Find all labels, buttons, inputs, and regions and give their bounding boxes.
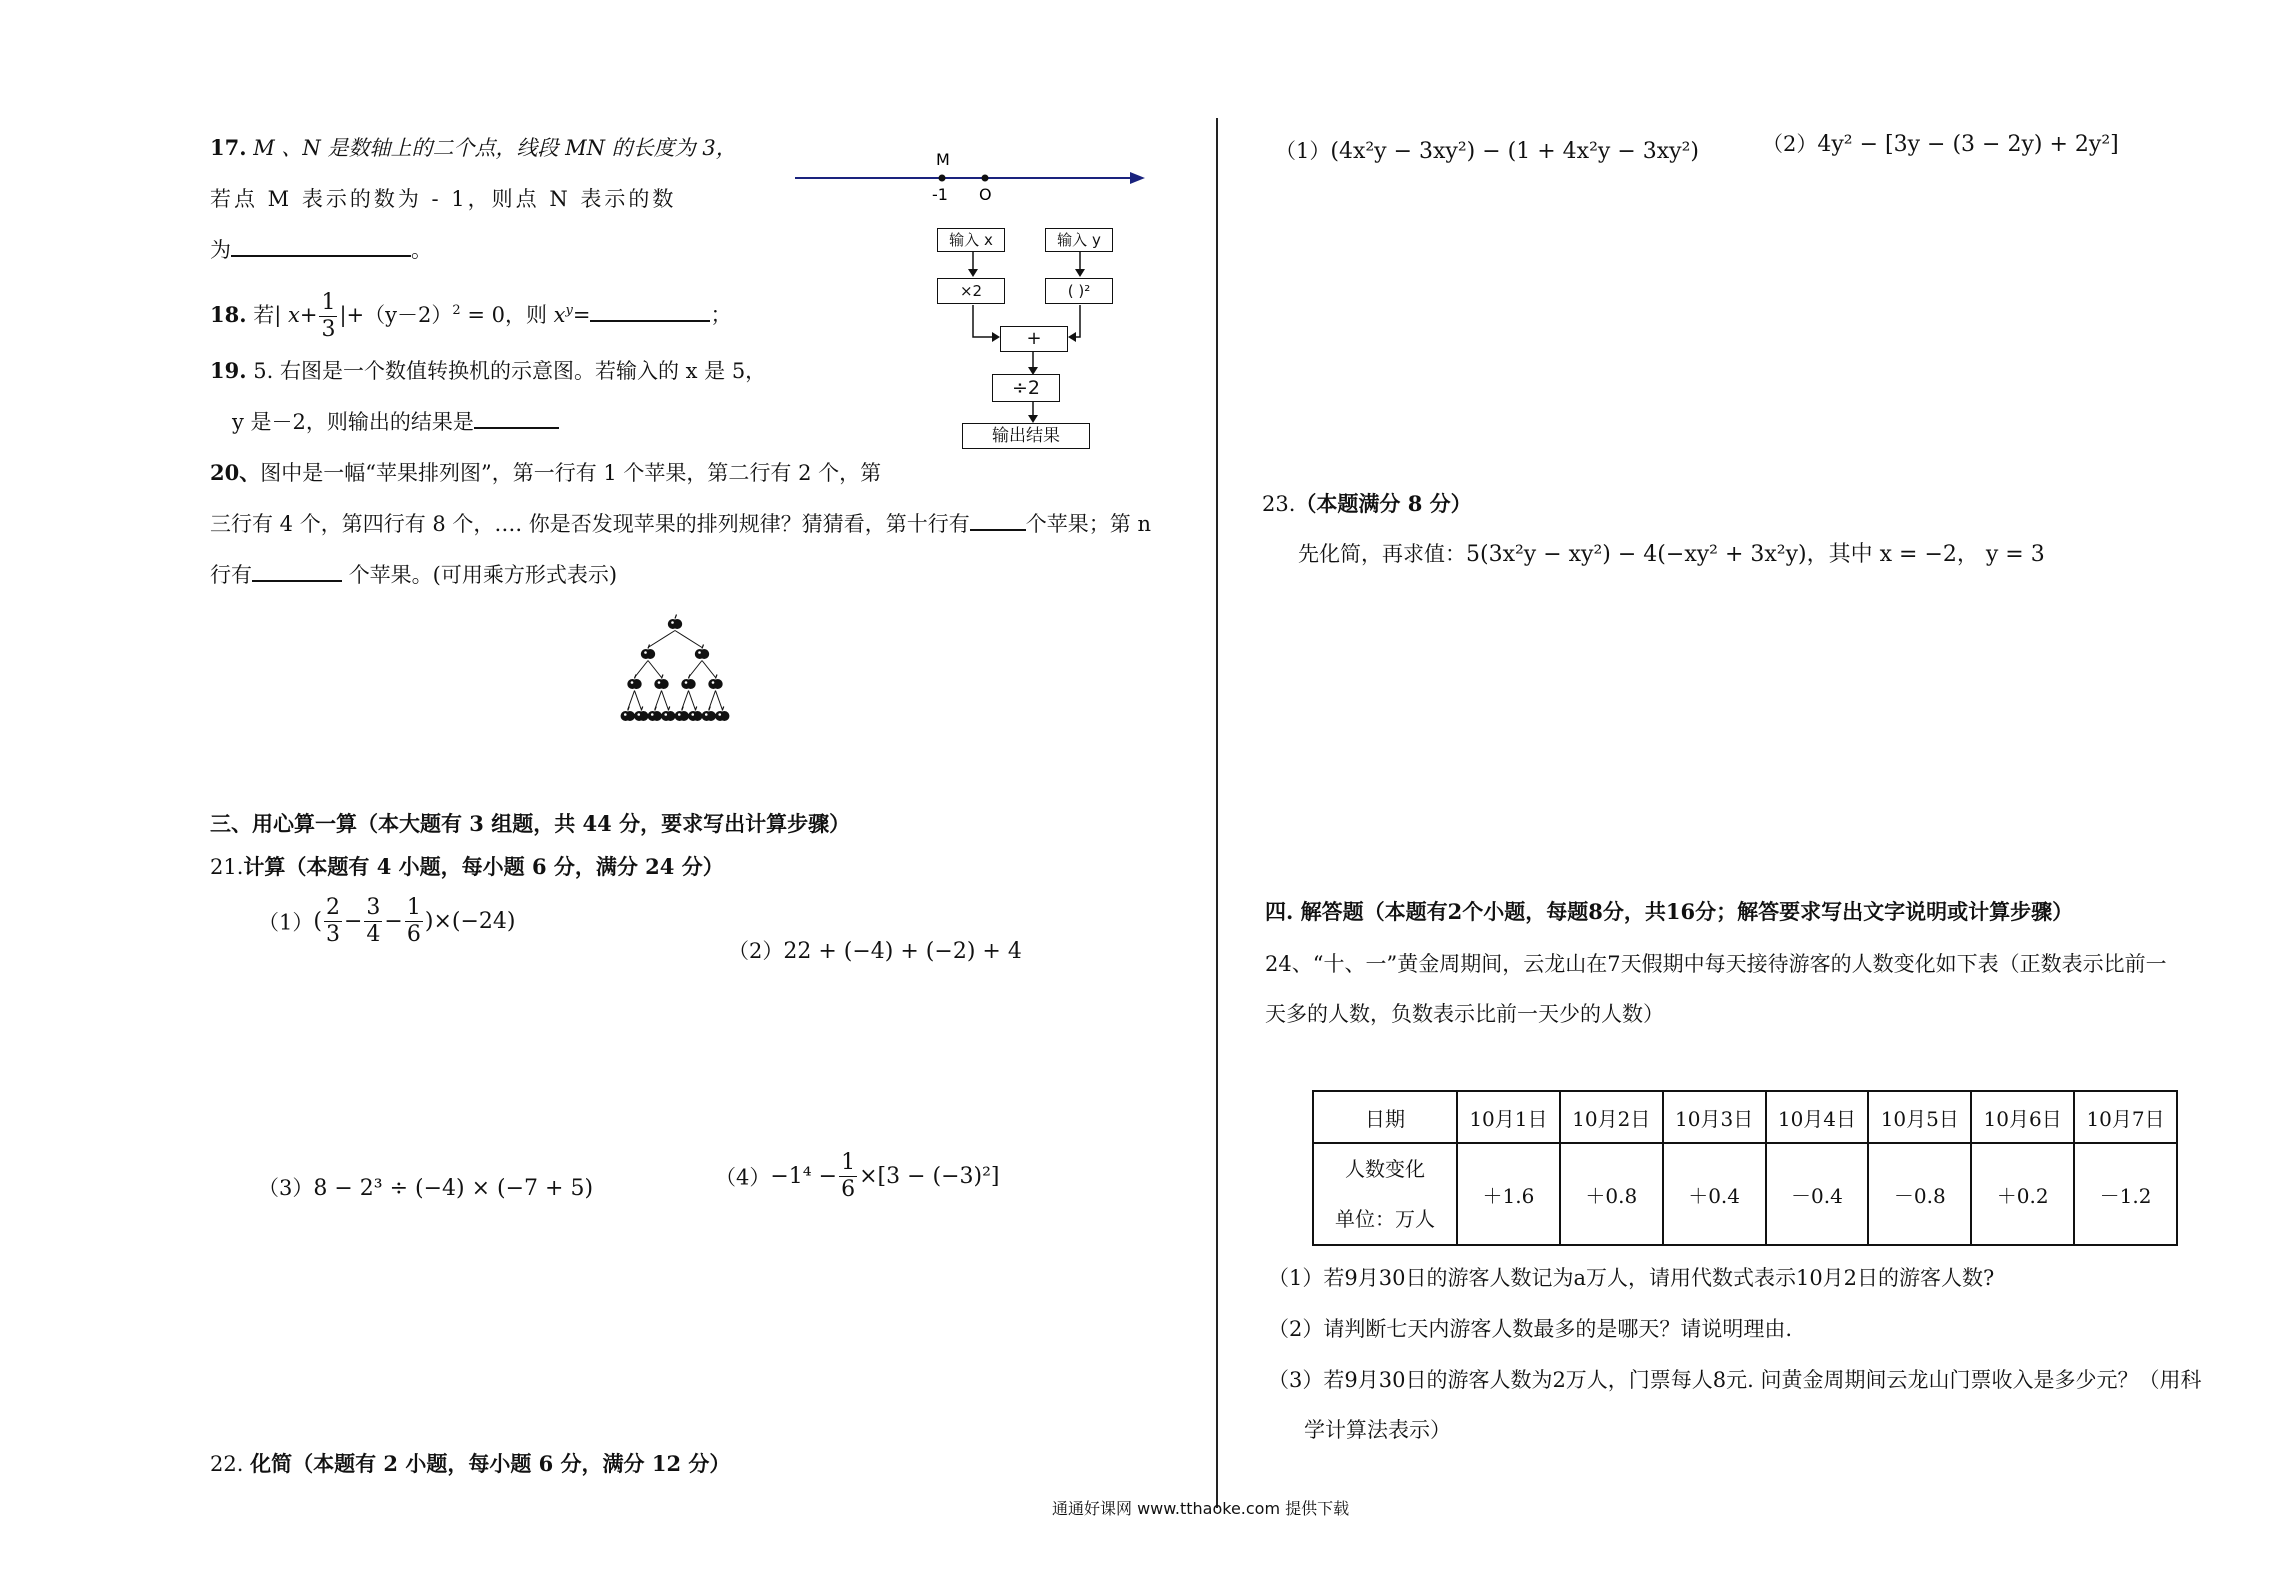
table-row-values <box>1313 1143 2177 1245</box>
apple-pyramid-figure <box>600 612 750 732</box>
q18-prefix: 若| <box>253 303 282 327</box>
q20-answer-blank-1[interactable] <box>970 528 1026 531</box>
q18-sup-y: y <box>565 303 573 318</box>
apple-icon <box>627 675 641 690</box>
apple-branch <box>716 691 723 710</box>
q21-p1-frac2-num: 3 <box>366 895 381 920</box>
q20-text-3a: 行有 <box>210 563 252 587</box>
table-date-2: 10月2日 <box>1560 1091 1663 1143</box>
q24-line1 <box>1265 948 2167 978</box>
apple-icon <box>681 675 695 690</box>
q20-line1 <box>210 457 881 487</box>
table-date-3: 10月3日 <box>1663 1091 1766 1143</box>
q21-p3-label: （3） <box>258 1176 314 1200</box>
q21-p2-expr: 22 + (−4) + (−2) + 4 <box>783 939 1022 964</box>
machine-input-y: 输入 y <box>1045 228 1113 252</box>
apple-branch <box>689 691 696 710</box>
q23-number: 23. <box>1262 492 1296 516</box>
q19-answer-blank[interactable] <box>474 426 559 429</box>
apple-branch <box>648 661 662 678</box>
q23-prefix: 先化简，再求值： <box>1298 542 1466 566</box>
q18-answer-blank[interactable] <box>590 319 710 322</box>
axis-label-m: M <box>936 150 950 169</box>
q21-p1-frac3-den: 6 <box>406 922 421 947</box>
q19-text-1: 5. 右图是一个数值转换机的示意图。若输入的 x 是 5， <box>253 359 767 383</box>
q22-title: 化简（本题有 2 小题，每小题 6 分，满分 12 分） <box>250 1451 731 1476</box>
q20-answer-blank-2[interactable] <box>252 579 342 582</box>
machine-square: ( )² <box>1045 278 1113 304</box>
table-header-label: 日期 <box>1313 1091 1457 1143</box>
q21-p1-frac2 <box>364 895 382 948</box>
q19-line2 <box>232 406 559 436</box>
q21-p1-frac3-num: 1 <box>406 895 421 920</box>
apple-icon <box>641 645 655 660</box>
apple-branch <box>648 631 675 648</box>
q21-p3-expr: 8 − 2³ ÷ (−4) × (−7 + 5) <box>313 1176 594 1201</box>
q24-number: 24、 <box>1265 952 1313 976</box>
apple-branch <box>689 661 703 678</box>
q21-p4-frac-num: 1 <box>841 1150 856 1175</box>
q18-number: 18. <box>210 302 247 327</box>
q22-p2-label: （2） <box>1762 132 1818 156</box>
q24-line2: 天多的人数，负数表示比前一天少的人数） <box>1265 1002 1664 1026</box>
q22-title-line <box>210 1448 730 1478</box>
table-value-6: ＋0.2 <box>1971 1143 2074 1245</box>
machine-input-x: 输入 x <box>937 228 1005 252</box>
q18-middle: |+（y－2） <box>339 303 453 327</box>
q18-x: x+ <box>288 303 318 327</box>
q21-part2 <box>728 935 1022 965</box>
table-value-7: －1.2 <box>2074 1143 2177 1245</box>
section4-heading: 四. 解答题（本题有2个小题，每题8分，共16分；解答要求写出文字说明或计算步骤） <box>1265 899 2074 924</box>
column-divider <box>1216 118 1218 1508</box>
q21-p1-tail: ×(−24) <box>433 909 516 934</box>
table-value-5: －0.8 <box>1868 1143 1971 1245</box>
q24-text-1: “十、一”黄金周期间，云龙山在7天假期中每天接待游客的人数变化如下表（正数表示比前一 <box>1312 952 2167 976</box>
q21-p1-frac2-den: 4 <box>366 922 381 947</box>
q20-text-1: 图中是一幅“苹果排列图”，第一行有 1 个苹果，第二行有 2 个，第 <box>260 461 882 485</box>
q21-p1-frac3 <box>405 895 423 948</box>
q20-number: 20、 <box>210 460 261 485</box>
q21-part4 <box>715 1150 1000 1203</box>
apple-branch <box>662 691 669 710</box>
q17-line1 <box>210 132 737 162</box>
table-date-1: 10月1日 <box>1457 1091 1560 1143</box>
q19-text-2: y 是－2，则输出的结果是 <box>232 410 474 434</box>
q23-body <box>1298 537 2045 568</box>
q18-fraction <box>319 290 337 343</box>
q21-p1-frac1-den: 3 <box>325 922 340 947</box>
table-value-2: ＋0.8 <box>1560 1143 1663 1245</box>
axis-label-neg1: -1 <box>932 185 948 204</box>
section3-heading: 三、用心算一算（本大题有 3 组题，共 44 分，要求写出计算步骤） <box>210 811 851 836</box>
q21-p4-head: −1⁴ − <box>770 1164 838 1189</box>
machine-plus: + <box>1000 326 1068 352</box>
q23-condition: ，其中 x = −2， y = 3 <box>1806 542 2045 567</box>
machine-output: 输出结果 <box>962 423 1090 449</box>
table-value-4: －0.4 <box>1766 1143 1869 1245</box>
q18-frac-num: 1 <box>321 290 336 315</box>
apple-branch <box>702 661 716 678</box>
q20-line3 <box>210 559 617 589</box>
table-row-label <box>1313 1143 1457 1245</box>
q18-square: 2 <box>452 303 461 318</box>
q21-p1-frac1 <box>324 895 342 948</box>
q17-answer-blank[interactable] <box>231 254 411 257</box>
q17-text-1: M 、N 是数轴上的二个点，线段 MN 的长度为 3， <box>246 136 737 160</box>
q18-eq: = 0，则 <box>467 303 547 327</box>
q22-number: 22. <box>210 1452 244 1476</box>
q22-part1 <box>1275 135 1699 165</box>
table-date-4: 10月4日 <box>1766 1091 1869 1143</box>
table-date-5: 10月5日 <box>1868 1091 1971 1143</box>
table-date-6: 10月6日 <box>1971 1091 2074 1143</box>
q17-line2: 若点 M 表示的数为 - 1，则点 N 表示的数 <box>210 187 677 211</box>
q21-part3 <box>258 1172 593 1202</box>
q22-p1-label: （1） <box>1275 139 1331 163</box>
visitor-table <box>1312 1090 2178 1246</box>
q17-suffix: 。 <box>411 238 432 262</box>
q21-p4-frac-den: 6 <box>841 1177 856 1202</box>
q24-sub3-line2: 学计算法表示） <box>1304 1418 1451 1442</box>
q21-p2-label: （2） <box>728 939 784 963</box>
q18-line <box>210 290 731 343</box>
footer-text: 通通好课网 www.tthaoke.com 提供下载 <box>1052 1499 1350 1518</box>
apple-icon <box>695 645 709 660</box>
q17-line3 <box>210 234 432 264</box>
table-value-3: ＋0.4 <box>1663 1143 1766 1245</box>
q23-title: （本题满分 8 分） <box>1295 491 1472 516</box>
table-row-label-1: 人数变化 <box>1345 1157 1425 1181</box>
machine-times2: ×2 <box>937 278 1005 304</box>
q20-text-2b: 个苹果；第 n <box>1025 512 1151 536</box>
q24-sub2: （2）请判断七天内游客人数最多的是哪天？请说明理由. <box>1268 1317 1793 1341</box>
q21-p4-frac <box>839 1150 857 1203</box>
apple-branch <box>635 661 649 678</box>
q22-part2 <box>1762 128 2119 158</box>
q21-title: 计算（本题有 4 小题，每小题 6 分，满分 24 分） <box>243 854 724 879</box>
table-row-dates <box>1313 1091 2177 1143</box>
q19-number: 19. <box>210 358 247 383</box>
q24-sub1: （1）若9月30日的游客人数记为a万人，请用代数式表示10月2日的游客人数? <box>1268 1266 1995 1290</box>
q18-eq2: = <box>572 303 591 327</box>
q21-p1-label: （1） <box>258 910 314 935</box>
table-date-7: 10月7日 <box>2074 1091 2177 1143</box>
q17-prefix: 为 <box>210 238 231 262</box>
q22-p1-expr: (4x²y − 3xy²) − (1 + 4x²y − 3xy²) <box>1330 139 1699 164</box>
q20-text-3b: 个苹果。(可用乘方形式表示) <box>348 563 618 587</box>
q21-title-line <box>210 851 724 881</box>
q19-line1 <box>210 355 766 385</box>
table-value-1: ＋1.6 <box>1457 1143 1560 1245</box>
q21-part1: （1）( $\frac{2}{3}$ − $\frac{3}{4}$ − $\frac{1}{6}$ )×(−24) <box>258 895 516 947</box>
q21-p4-label: （4） <box>715 1165 771 1190</box>
q21-p1-frac1-num: 2 <box>325 895 340 920</box>
number-line-figure <box>795 150 1145 206</box>
q18-xy: x <box>553 303 566 327</box>
axis-label-o: O <box>979 185 992 204</box>
q20-text-2: 三行有 4 个，第四行有 8 个，…. 你是否发现苹果的排列规律？猜猜看，第十行有 <box>210 512 970 536</box>
q23-expr: 5(3x²y − xy²) − 4(−xy² + 3x²y) <box>1466 542 1807 567</box>
q22-p2-expr: 4y² − [3y − (3 − 2y) + 2y²] <box>1817 132 2119 157</box>
apple-icon <box>708 675 722 690</box>
machine-div2: ÷2 <box>992 374 1060 402</box>
apple-icon <box>668 615 682 630</box>
q21-number: 21. <box>210 855 244 879</box>
apple-branch <box>675 631 702 648</box>
apple-icon <box>654 675 668 690</box>
q18-frac-den: 3 <box>321 317 336 342</box>
q18-suffix: ； <box>710 303 732 327</box>
q20-line2 <box>210 508 1151 538</box>
q23-title-line <box>1262 488 1472 518</box>
q17-number: 17. <box>210 135 247 160</box>
table-row-label-2: 单位：万人 <box>1335 1207 1435 1231</box>
q21-p4-tail: ×[3 − (−3)²] <box>859 1164 1000 1189</box>
apple-branch <box>635 691 642 710</box>
q24-sub3-line1: （3）若9月30日的游客人数为2万人，门票每人8元. 问黄金周期间云龙山门票收入是多少元？（用科 <box>1268 1368 2202 1392</box>
